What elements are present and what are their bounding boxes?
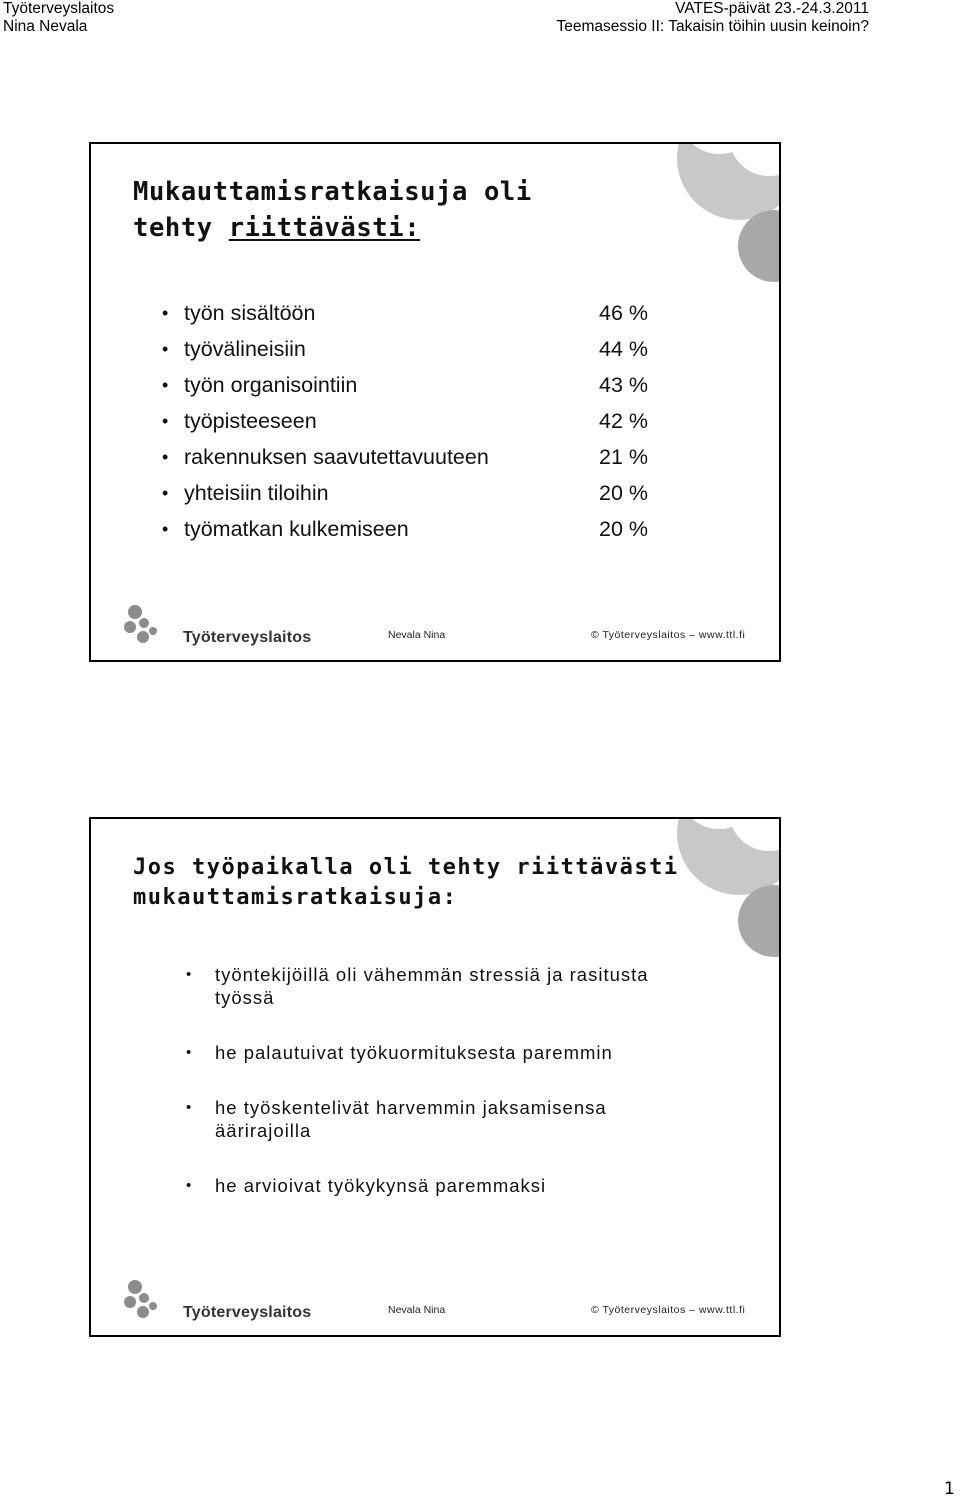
bullet-icon: • bbox=[162, 519, 169, 539]
bullet-icon: • bbox=[162, 411, 169, 431]
item-value: 44 % bbox=[599, 337, 649, 361]
logo-mark-icon bbox=[123, 602, 183, 648]
item-line2: työssä bbox=[215, 987, 275, 1008]
item-value: 46 % bbox=[599, 301, 649, 325]
list-item bbox=[162, 406, 664, 442]
bullet-icon: • bbox=[186, 1099, 193, 1116]
logo-text: Työterveyslaitos bbox=[183, 1304, 312, 1321]
bullet-icon: • bbox=[162, 375, 169, 395]
item-label: työn organisointiin bbox=[184, 373, 358, 397]
slide-footer bbox=[91, 598, 779, 660]
list-item bbox=[162, 334, 664, 370]
outcome-list bbox=[186, 963, 705, 1229]
slide-title bbox=[133, 174, 532, 246]
list-item bbox=[162, 514, 664, 550]
list-item bbox=[162, 370, 664, 406]
list-item bbox=[186, 1041, 705, 1064]
page-number: 1 bbox=[944, 1479, 955, 1499]
list-item bbox=[186, 963, 705, 1009]
footer-copyright: © Työterveyslaitos – www.ttl.fi bbox=[591, 629, 746, 641]
bullet-icon: • bbox=[162, 303, 169, 323]
ttl-logo bbox=[123, 1277, 312, 1323]
item-label: työn sisältöön bbox=[184, 301, 316, 325]
slide-title-line2: mukauttamisratkaisuja: bbox=[133, 885, 458, 910]
slide-title-line2-plain: tehty bbox=[133, 213, 229, 243]
ttl-logo bbox=[123, 602, 312, 648]
item-value: 20 % bbox=[599, 517, 649, 541]
slide-1 bbox=[89, 142, 781, 662]
item-line1: työntekijöillä oli vähemmän stressiä ja rasitusta bbox=[215, 964, 649, 985]
item-line2: äärirajoilla bbox=[215, 1120, 312, 1141]
list-item bbox=[162, 442, 664, 478]
slide-title bbox=[133, 853, 679, 913]
footer-name: Nevala Nina bbox=[388, 1304, 446, 1316]
footer-name: Nevala Nina bbox=[388, 629, 446, 641]
slide-title-line1: Mukauttamisratkaisuja oli bbox=[133, 177, 532, 207]
logo-text: Työterveyslaitos bbox=[183, 629, 312, 646]
bullet-icon: • bbox=[186, 1044, 193, 1061]
header-event: VATES-päivät 23.-24.3.2011 bbox=[675, 0, 869, 17]
item-label: rakennuksen saavutettavuuteen bbox=[184, 445, 489, 469]
decorative-circles-graphic bbox=[619, 144, 779, 284]
item-label: työmatkan kulkemiseen bbox=[184, 517, 409, 541]
item-value: 42 % bbox=[599, 409, 649, 433]
slide-footer bbox=[91, 1273, 779, 1335]
item-label: työpisteeseen bbox=[184, 409, 317, 433]
footer-copyright: © Työterveyslaitos – www.ttl.fi bbox=[591, 1304, 746, 1316]
bullet-icon: • bbox=[186, 1177, 193, 1194]
bullet-icon: • bbox=[162, 483, 169, 503]
slide-2 bbox=[89, 817, 781, 1337]
list-item bbox=[162, 478, 664, 514]
bullet-icon: • bbox=[186, 966, 193, 983]
list-item bbox=[186, 1096, 705, 1142]
item-line1: he palautuivat työkuormituksesta paremmin bbox=[215, 1042, 613, 1063]
item-line1: he arvioivat työkykynsä paremmaksi bbox=[215, 1175, 547, 1196]
slide-title-line1: Jos työpaikalla oli tehty riittävästi bbox=[133, 855, 679, 880]
item-line1: he työskentelivät harvemmin jaksamisensa bbox=[215, 1097, 607, 1118]
item-value: 43 % bbox=[599, 373, 649, 397]
item-label: yhteisiin tiloihin bbox=[184, 481, 329, 505]
slide-title-line2-underlined: riittävästi: bbox=[228, 213, 421, 243]
item-label: työvälineisiin bbox=[184, 337, 306, 361]
item-value: 20 % bbox=[599, 481, 649, 505]
bullet-icon: • bbox=[162, 339, 169, 359]
adjustment-list bbox=[162, 298, 664, 550]
item-value: 21 % bbox=[599, 445, 649, 469]
list-item bbox=[162, 298, 664, 334]
bullet-icon: • bbox=[162, 447, 169, 467]
logo-mark-icon bbox=[123, 1277, 183, 1323]
header-session: Teemasessio II: Takaisin töihin uusin keinoin? bbox=[556, 18, 869, 35]
header-org: Työterveyslaitos bbox=[3, 0, 115, 17]
list-item bbox=[186, 1174, 705, 1197]
header-author: Nina Nevala bbox=[3, 18, 88, 35]
